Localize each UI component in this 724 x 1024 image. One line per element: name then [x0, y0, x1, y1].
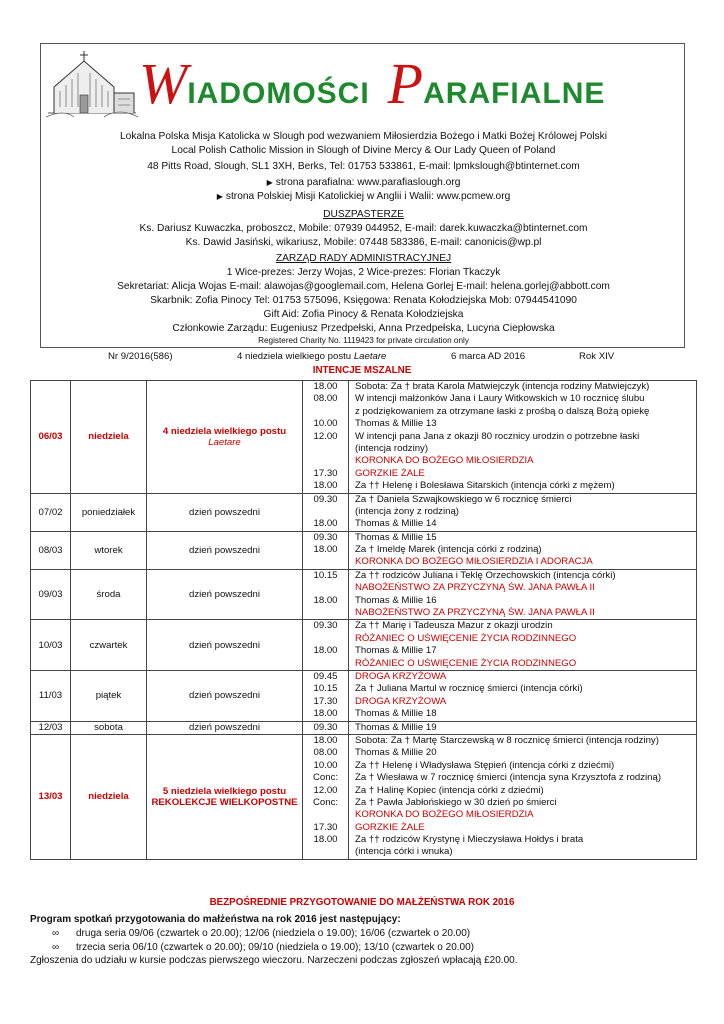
mass-time: 09.30: [313, 531, 338, 543]
issue-sunday: [237, 351, 386, 362]
mass-time: [303, 809, 348, 821]
mass-time: 10.00: [313, 418, 338, 430]
mass-time: [303, 607, 348, 619]
mass-time: [303, 582, 348, 594]
masthead-word-2: ARAFIALNE: [423, 77, 606, 110]
mass-intention-line: Za †† Helenę i Władysława Stępień (intencja córki z dziećmi): [355, 759, 615, 771]
mass-time: 18.00: [313, 594, 338, 606]
mass-time: Conc:: [312, 796, 339, 808]
mass-time: 18.00: [313, 734, 338, 746]
marriage-prep-title: BEZPOŚREDNIE PRZYGOTOWANIE DO MAŁŻEŃSTWA ROK 2016: [209, 897, 515, 908]
mass-weekday-text: środa: [96, 589, 121, 601]
mass-intentions: [349, 493, 697, 531]
mass-intention-line: KORONKA DO BOŻEGO MIŁOSIERDZIA: [355, 809, 534, 821]
mass-time: [303, 443, 348, 455]
mass-intention-line: (intencja żony z rodziną): [355, 505, 459, 517]
mass-intention-line: Za † Juliana Martul w rocznicę śmierci (intencja córki): [355, 683, 583, 695]
mass-intention-line: Thomas & Millie 15: [355, 531, 437, 543]
mass-time: 17.30: [313, 695, 338, 707]
mass-intention-line: Za †† rodziców Juliana i Teklę Orzechowskich (intencja córki): [355, 569, 616, 581]
board-line-2: Sekretariat: Alicja Wojas E-mail: alawojas@googlemail.com, Helena Gorlej E-mail: helena.gorlej@abbott.com: [117, 281, 610, 292]
liturgical-day-text: dzień powszedni: [189, 589, 260, 601]
mass-day-row: [31, 531, 697, 569]
board-heading: ZARZĄD RADY ADMINISTRACYJNEJ: [275, 253, 452, 264]
mass-intention-line: NABOŻEŃSTWO ZA PRZYCZYNĄ ŚW. JANA PAWŁA II: [355, 607, 595, 619]
mass-day-row: [31, 721, 697, 734]
mass-intention-line: Thomas & Millie 19: [355, 721, 437, 733]
masthead-initial-w: W: [139, 51, 188, 116]
mass-intention-line: DROGA KRZYŻOWA: [355, 695, 447, 707]
mission-polish: Lokalna Polska Misja Katolicka w Slough pod wezwaniem Miłosierdzia Bożego i Matki Bożej Królowej Polski: [120, 131, 607, 142]
marriage-prep-section: [30, 913, 696, 968]
mass-date: [31, 493, 71, 531]
mass-date-text: 10/03: [38, 639, 63, 651]
mass-liturgical-day: [147, 531, 303, 569]
mass-time: 08.00: [313, 747, 338, 759]
mass-time: 08.00: [313, 393, 338, 405]
mass-intention-line: KORONKA DO BOŻEGO MIŁOSIERDZIA I ADORACJA: [355, 556, 593, 568]
mass-date-text: 11/03: [38, 690, 63, 702]
liturgical-day-text: REKOLEKCJE WIELKOPOSTNE: [151, 796, 298, 808]
mass-time: 10.15: [313, 683, 338, 695]
liturgical-day-text: dzień powszedni: [189, 639, 260, 651]
mass-intention-line: NABOŻEŃSTWO ZA PRZYCZYNĄ ŚW. JANA PAWŁA II: [355, 582, 595, 594]
mass-intention-line: (intencja córki i wnuka): [355, 846, 453, 858]
infinity-bullet-icon: ∞: [52, 928, 60, 939]
mass-date: [31, 620, 71, 671]
mass-date-text: 12/03: [38, 722, 63, 734]
mass-intentions: [349, 381, 697, 494]
mass-times: [303, 620, 349, 671]
mass-date: [31, 734, 71, 859]
liturgical-day-text: dzień powszedni: [189, 722, 260, 734]
masthead-word-1: IADOMOŚCI: [187, 77, 370, 110]
mass-time: 10.15: [313, 569, 338, 581]
mass-weekday-text: piątek: [95, 690, 122, 702]
mass-intention-line: Thomas & Millie 20: [355, 747, 437, 759]
mass-intention-line: RÓŻANIEC O UŚWIĘCENIE ŻYCIA RODZINNEGO: [355, 657, 577, 669]
header-box: [40, 43, 685, 348]
mass-weekday: [71, 381, 147, 494]
mass-date-text: 07/02: [38, 506, 63, 518]
mass-liturgical-day: [147, 493, 303, 531]
mass-time: [303, 406, 348, 418]
mass-time: 12.00: [313, 784, 338, 796]
mass-intention-line: Za † Wiesława w 7 rocznicę śmierci (intencja syna Krzysztofa z rodziną): [355, 772, 662, 784]
mass-time: [303, 846, 348, 858]
mass-liturgical-day: [147, 721, 303, 734]
board-line-5: Członkowie Zarządu: Eugeniusz Przedpełski, Anna Przedpełska, Lucyna Ciepłowska: [172, 323, 555, 334]
mass-liturgical-day: [147, 670, 303, 721]
mass-weekday: [71, 531, 147, 569]
triangle-bullet-icon: ▶: [266, 178, 273, 187]
marriage-note: Zgłoszenia do udziału w kursie podczas pierwszego wieczoru. Narzeczeni podczas zgłoszeń wpłacają £20.00.: [30, 955, 518, 966]
mass-time: 18.00: [313, 645, 338, 657]
mass-day-row: [31, 569, 697, 620]
liturgical-day-text: 5 niedziela wielkiego postu: [162, 785, 287, 797]
mass-intention-line: GORZKIE ŻALE: [355, 467, 425, 479]
mass-intention-line: z podziękowaniem za otrzymane łaski z prośbą o dalszą Bożą opiekę: [355, 405, 650, 417]
mass-weekday: [71, 721, 147, 734]
mass-intention-line: W intencji małżonków Jana i Laury Witkowskich w 10 rocznicę ślubu: [355, 393, 645, 405]
mass-time: 09.45: [313, 670, 338, 682]
mass-liturgical-day: [147, 620, 303, 671]
mass-liturgical-day: [147, 734, 303, 859]
mass-weekday: [71, 670, 147, 721]
mass-intention-line: Thomas & Millie 14: [355, 518, 437, 530]
mass-time: [303, 556, 348, 568]
mass-liturgical-day: [147, 381, 303, 494]
mass-day-row: [31, 493, 697, 531]
mass-times: [303, 493, 349, 531]
mass-intention-line: Sobota: Za † Martę Starczewską w 8 rocznicę śmierci (intencja rodziny): [355, 734, 659, 746]
mass-intentions: [349, 734, 697, 859]
mission-english: Local Polish Catholic Mission in Slough of Divine Mercy & Our Lady Queen of Poland: [171, 145, 556, 156]
mass-times: [303, 569, 349, 620]
mass-date-text: 09/03: [38, 589, 63, 601]
mass-time: 09.30: [313, 493, 338, 505]
mass-weekday: [71, 620, 147, 671]
mass-liturgical-day: [147, 569, 303, 620]
triangle-bullet-icon: ▶: [216, 192, 223, 201]
mass-time: 18.00: [313, 480, 338, 492]
mass-time: 18.00: [313, 518, 338, 530]
mass-intention-line: Thomas & Millie 17: [355, 645, 437, 657]
mass-intentions: [349, 670, 697, 721]
mass-time: 17.30: [313, 467, 338, 479]
issue-sunday-name: 4 niedziela wielkiego postu: [237, 351, 352, 362]
mass-date: [31, 531, 71, 569]
mass-intention-line: Za †† Marię i Tadeusza Mazur z okazji urodzin: [355, 620, 553, 632]
mass-times: [303, 531, 349, 569]
issue-date: 6 marca AD 2016: [451, 351, 526, 362]
liturgical-day-text: dzień powszedni: [189, 544, 260, 556]
mass-weekday-text: sobota: [94, 722, 123, 734]
mass-time: 18.00: [313, 544, 338, 556]
mass-intention-line: Thomas & Millie 16: [355, 594, 437, 606]
mass-time: Conc:: [312, 772, 339, 784]
mass-weekday-text: niedziela: [88, 791, 129, 803]
mass-date-text: 08/03: [38, 544, 63, 556]
mass-intention-line: Za † Imeldę Marek (intencja córki z rodziną): [355, 544, 542, 556]
mass-time: [303, 658, 348, 670]
mass-intention-line: Za † Halinę Kopiec (intencja córki z dziećmi): [355, 784, 544, 796]
mass-time: 10.00: [313, 759, 338, 771]
mass-intention-line: W intencji pana Jana z okazji 80 rocznicy urodzin o potrzebne łaski: [355, 430, 640, 442]
church-illustration-icon: [44, 47, 140, 121]
mass-time: 09.30: [313, 620, 338, 632]
mass-intention-line: KORONKA DO BOŻEGO MIŁOSIERDZIA: [355, 455, 534, 467]
mass-time: 18.00: [313, 708, 338, 720]
mass-time: 12.00: [313, 430, 338, 442]
mass-date-text: 06/03: [38, 431, 63, 443]
link-pcmew-text: strona Polskiej Misji Katolickiej w Anglii i Walii: www.pcmew.org: [225, 191, 511, 202]
mass-intention-line: Za † Daniela Szwajkowskiego w 6 rocznicę śmierci: [355, 493, 572, 505]
liturgical-day-text: dzień powszedni: [189, 690, 260, 702]
link-pcmew-site[interactable]: [41, 190, 686, 204]
masthead-initial-p: P: [387, 51, 424, 116]
mass-weekday-text: niedziela: [88, 431, 129, 443]
mass-date: [31, 381, 71, 494]
mass-intentions-table: [30, 380, 697, 860]
marriage-series-item: [30, 927, 696, 941]
mass-time: [303, 455, 348, 467]
mass-time: 17.30: [313, 821, 338, 833]
mass-intention-line: Za †† rodziców Krystynę i Mieczysława Hołdys i brata: [355, 834, 584, 846]
mass-intention-line: (intencja rodziny): [355, 442, 429, 454]
mass-day-row: [31, 670, 697, 721]
mass-date: [31, 670, 71, 721]
mass-times: [303, 734, 349, 859]
mass-intentions: [349, 531, 697, 569]
mass-intentions: [349, 620, 697, 671]
mass-weekday-text: czwartek: [89, 639, 128, 651]
mass-date-text: 13/03: [38, 791, 63, 803]
mass-intention-line: Thomas & Millie 18: [355, 708, 437, 720]
mass-intention-line: Thomas & Millie 13: [355, 418, 437, 430]
mass-times: [303, 381, 349, 494]
mass-intention-line: RÓŻANIEC O UŚWIĘCENIE ŻYCIA RODZINNEGO: [355, 632, 577, 644]
mass-time: 18.00: [313, 834, 338, 846]
mass-weekday: [71, 734, 147, 859]
liturgical-day-text: Laetare: [208, 436, 241, 448]
priest-2: Ks. Dawid Jasiński, wikariusz, Mobile: 07448 583386, E-mail: canonicis@wp.pl: [185, 237, 542, 248]
mass-date: [31, 721, 71, 734]
mass-intentions-title: INTENCJE MSZALNE: [312, 365, 412, 376]
board-line-4: Gift Aid: Zofia Pinocy & Renata Kołodziejska: [263, 309, 464, 320]
issue-sunday-latin: Laetare: [353, 351, 387, 362]
address-line: 48 Pitts Road, Slough, SL1 3XH, Berks, Tel: 01753 533861, E-mail: lpmkslough@btinternet.com: [147, 161, 580, 172]
mass-day-row: [31, 620, 697, 671]
charity-line: Registered Charity No. 1119423 for private circulation only: [258, 336, 469, 345]
mass-intentions: [349, 721, 697, 734]
mass-weekday: [71, 569, 147, 620]
marriage-series-text: trzecia seria 06/10 (czwartek o 20.00); 09/10 (niedziela o 19.00); 13/10 (czwartek o 20.00): [76, 941, 474, 953]
mass-time: [303, 506, 348, 518]
mass-day-row: [31, 381, 697, 494]
marriage-series-item: [30, 941, 696, 955]
marriage-series-text: druga seria 09/06 (czwartek o 20.00); 12/06 (niedziela o 19.00); 16/06 (czwartek o 20.00): [76, 928, 471, 939]
link-parish-site[interactable]: [41, 176, 686, 190]
liturgical-day-text: dzień powszedni: [189, 506, 260, 518]
mass-times: [303, 721, 349, 734]
mass-weekday-text: poniedziałek: [81, 506, 136, 518]
marriage-program-heading: Program spotkań przygotowania do małżeństwa na rok 2016 jest następujący:: [30, 914, 401, 925]
board-line-1: 1 Wice-prezes: Jerzy Wojas, 2 Wice-prezes: Florian Tkaczyk: [226, 267, 501, 278]
mass-intention-line: Za † Pawła Jabłońskiego w 30 dzień po śmierci: [355, 796, 557, 808]
board-line-3: Skarbnik: Zofia Pinocy Tel: 01753 575096, Księgowa: Renata Kołodziejska Mob: 07944541090: [150, 295, 577, 306]
mass-weekday-text: wtorek: [94, 544, 123, 556]
liturgical-day-text: 4 niedziela wielkiego postu: [162, 425, 287, 437]
mass-time: 09.30: [313, 721, 338, 733]
issue-year: Rok XIV: [579, 351, 615, 362]
mass-intention-line: GORZKIE ŻALE: [355, 821, 425, 833]
masthead-title: [139, 49, 679, 119]
mass-times: [303, 670, 349, 721]
infinity-bullet-icon: ∞: [52, 941, 60, 953]
mass-intentions: [349, 569, 697, 620]
mass-intention-line: DROGA KRZYŻOWA: [355, 670, 447, 682]
mass-time: [303, 633, 348, 645]
mass-time: 18.00: [313, 381, 338, 392]
mass-intention-line: Sobota: Za † brata Karola Matwiejczyk (intencja rodziny Matwiejczyk): [355, 381, 650, 392]
priest-1: Ks. Dariusz Kuwaczka, proboszcz, Mobile: 07939 044952, E-mail: darek.kuwaczka@btinternet.com: [139, 223, 588, 234]
mass-intention-line: Za †† Helenę i Bolesława Sitarskich (intencja córki z mężem): [355, 480, 615, 492]
issue-number: Nr 9/2016(586): [108, 351, 173, 362]
mass-day-row: [31, 734, 697, 859]
mass-weekday: [71, 493, 147, 531]
mass-date: [31, 569, 71, 620]
link-parish-text: strona parafialna: www.parafiaslough.org: [275, 177, 461, 188]
priests-heading: DUSZPASTERZE: [323, 209, 404, 220]
